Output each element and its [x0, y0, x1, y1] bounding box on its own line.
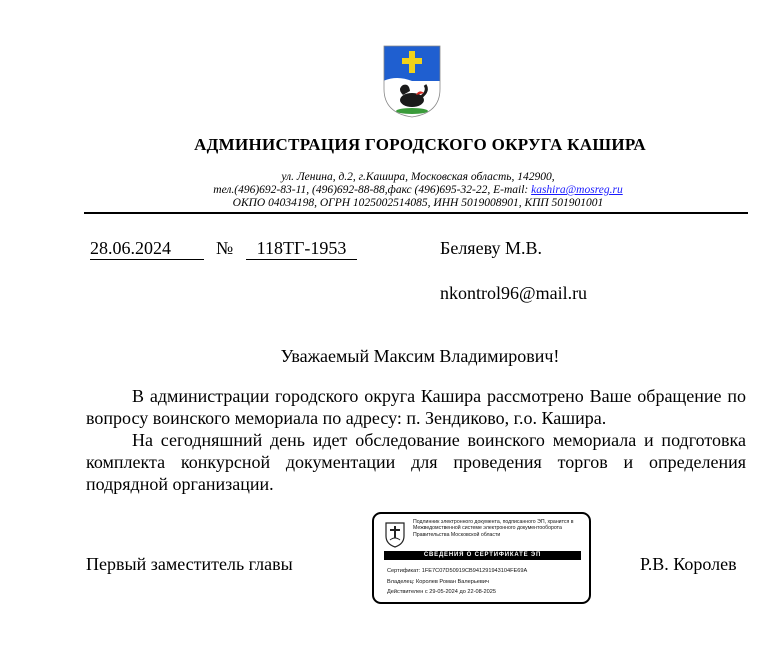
coat-of-arms-emblem: [383, 45, 441, 118]
stamp-validity: Действителен с 29-05-2024 до 22-08-2025: [387, 589, 496, 595]
organization-title: АДМИНИСТРАЦИЯ ГОРОДСКОГО ОКРУГА КАШИРА: [194, 135, 646, 154]
number-sign: №: [216, 238, 234, 258]
stamp-heading: СВЕДЕНИЯ О СЕРТИФИКАТЕ ЭП: [384, 551, 581, 560]
letter-paragraph: На сегодняшний день идет обследование воинского мемориала и подготовка комплекта конкурсной документации для проведения торгов и определения подрядной организации.: [86, 430, 746, 494]
moscow-region-emblem-icon: [384, 520, 406, 548]
electronic-signature-stamp: [372, 512, 591, 604]
salutation: Уважаемый Максим Владимирович!: [280, 346, 560, 366]
address-line: ул. Ленина, д.2, г.Кашира, Московская область, 142900,: [281, 171, 555, 183]
stamp-note: Подлинник электронного документа, подписанного ЭП, хранится в Межведомственной системе электронного документооборота Правительства Московской области: [413, 519, 574, 538]
header-divider: [84, 212, 748, 214]
stamp-certificate: Сертификат: 1FE7C07D50919CB941291943104FE69A: [387, 568, 528, 574]
recipient-name: Беляеву М.В.: [440, 238, 542, 258]
signer-position: Первый заместитель главы: [86, 554, 293, 574]
email-link[interactable]: kashira@mosreg.ru: [531, 184, 623, 196]
contacts-line: [0, 183, 778, 197]
contacts-text: тел.(496)692-83-11, (496)692-88-88,факс (496)695-32-22, E-mail:: [213, 184, 532, 196]
recipient-email: nkontrol96@mail.ru: [440, 283, 588, 303]
registration-date: 28.06.2024: [90, 238, 204, 260]
stamp-owner: Владелец: Королев Роман Валерьевич: [387, 579, 489, 585]
requisites-line: ОКПО 04034198, ОГРН 1025002514085, ИНН 5019008901, КПП 501901001: [232, 197, 604, 209]
letter-paragraph: В администрации городского округа Кашира рассмотрено Ваше обращение по вопросу воинского мемориала по адресу: п. Зендиково, г.о. Кашира.: [86, 386, 746, 428]
registration-number: 118ТГ-1953: [246, 238, 357, 260]
signer-name: Р.В. Королев: [640, 554, 737, 574]
